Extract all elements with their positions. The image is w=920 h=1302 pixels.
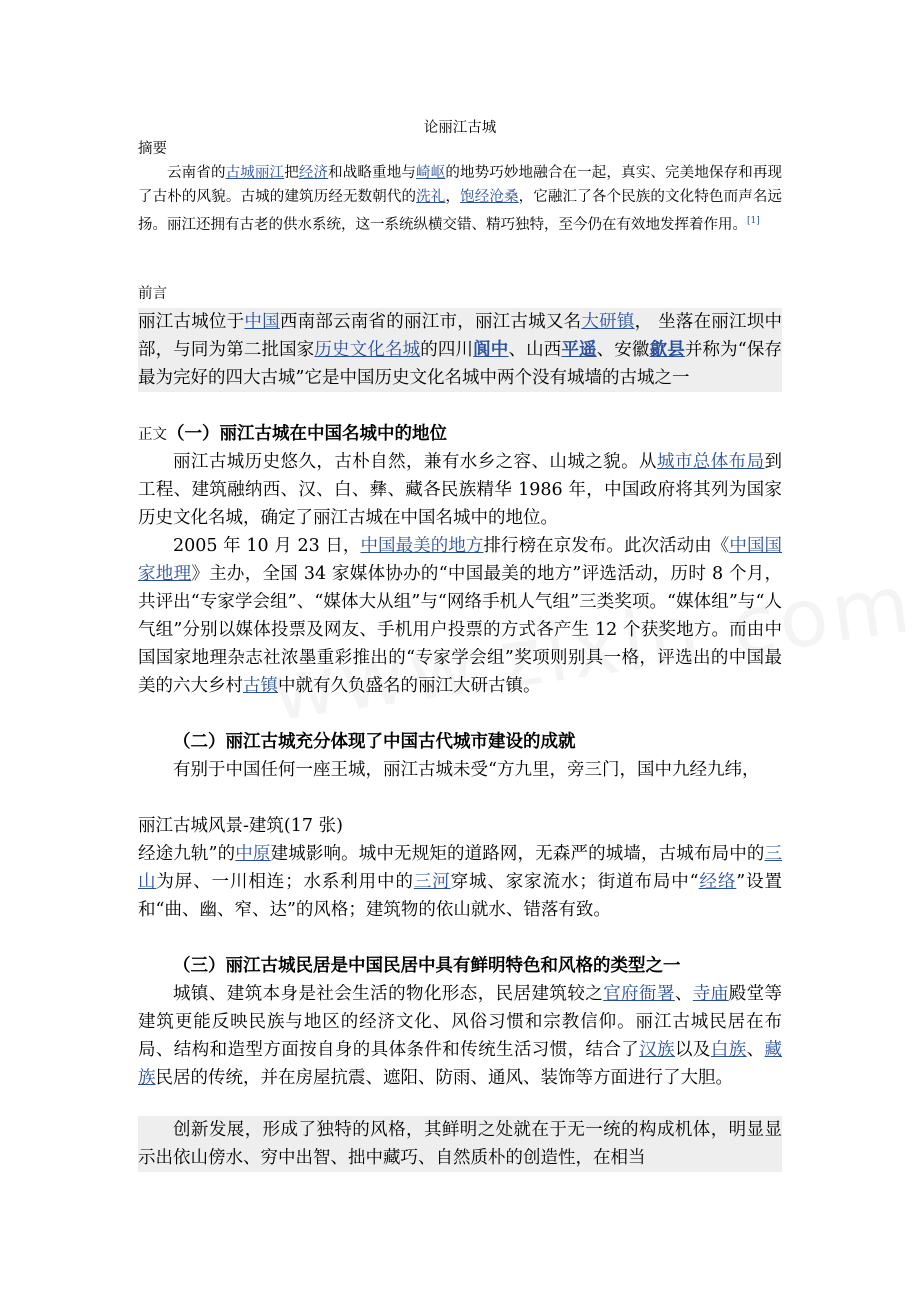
section-heading-3: （三）丽江古城民居是中国民居中具有鲜明特色和风格的类型之一 bbox=[173, 956, 681, 976]
link-guzhen[interactable]: 古镇 bbox=[243, 676, 278, 696]
link-shexian[interactable]: 歙县 bbox=[649, 340, 685, 360]
reference-link[interactable]: [1] bbox=[747, 216, 760, 226]
link-lishi-wenhua-mingcheng[interactable]: 历史文化名城 bbox=[314, 340, 421, 360]
link-baojing-cangsang[interactable]: 饱经沧桑 bbox=[460, 189, 519, 205]
paragraph-6: 创新发展，形成了独特的风格，其鲜明之处就在于无一统的构成机体，明显显示出依山傍水、穷中出智、拙中藏巧、自然质朴的创造性，在相当 bbox=[138, 1116, 782, 1172]
link-jingluo[interactable]: 经络 bbox=[698, 872, 737, 892]
preface-label: 前言 bbox=[138, 286, 167, 302]
paragraph-3: 有别于中国任何一座王城，丽江古城未受“方九里，旁三门，国中九经九纬， bbox=[173, 760, 760, 780]
section-heading-1 bbox=[138, 420, 782, 448]
link-guanfu-yashu[interactable]: 官府衙署 bbox=[603, 984, 675, 1004]
link-gucheng-lijiang[interactable]: 古城丽江 bbox=[225, 165, 285, 181]
image-caption: 丽江古城风景-建筑(17 张) bbox=[138, 816, 343, 836]
link-hanzu[interactable]: 汉族 bbox=[639, 1040, 676, 1060]
link-zangzu[interactable]: 藏族 bbox=[138, 1040, 783, 1088]
link-sanshan[interactable]: 三山 bbox=[138, 844, 783, 892]
link-dayanzhen[interactable]: 大研镇 bbox=[581, 312, 635, 332]
link-xili[interactable]: 洗礼 bbox=[416, 189, 446, 205]
link-langzhong[interactable]: 阆中 bbox=[473, 340, 509, 360]
link-zhongguo[interactable]: 中国 bbox=[244, 312, 280, 332]
paragraph-2: 2005 年 10 月 23 日，中国最美的地方排行榜在京发布。此次活动由《中国国家地理》主办，全国 34 家媒体协办的“中国最美的地方”评选活动，历时 8 个月，共评出“专家学会组”、“媒体大从组”与“网络手机人气组”三类奖项。“媒体组”与“人气组”分别以媒体投票及网友、手机用户投票的方式各产生 12 个获奖地方。而由中国国家地理杂志社浓墨重彩推出的“专家学会组”奖项则别具一格，评选出的中国最美的六大乡村古镇中就有久负盛名的丽江大研古镇。 bbox=[138, 536, 783, 696]
preface-paragraph: 丽江古城位于中国西南部云南省的丽江市，丽江古城又名大研镇， 坐落在丽江坝中部，与同为第二批国家历史文化名城的四川阆中、山西平遥、安徽歙县并称为“保存最为完好的四大古城”它是中国历史文化名城中两个没有城墙的古城之一 bbox=[138, 308, 782, 392]
link-chengshi-zongti-buju[interactable]: 城市总体布局 bbox=[656, 452, 765, 472]
link-qiqu[interactable]: 崎岖 bbox=[416, 165, 446, 181]
link-simiao[interactable]: 寺庙 bbox=[692, 984, 729, 1004]
link-zhongguo-guojia-dili[interactable]: 中国国家地理 bbox=[138, 536, 783, 584]
link-jingji[interactable]: 经济 bbox=[298, 165, 329, 181]
link-zhongyuan[interactable]: 中原 bbox=[235, 844, 271, 864]
heading-1-text: （一）丽江古城在中国名城中的地位 bbox=[167, 424, 447, 444]
abstract-paragraph: 云南省的古城丽江把经济和战略重地与崎岖的地势巧妙地融合在一起，真实、完美地保存和再现了古朴的风貌。古城的建筑历经无数朝代的洗礼，饱经沧桑，它融汇了各个民族的文化特色而声名远扬。丽江还拥有古老的供水系统，这一系统纵横交错、精巧独特，至今仍在有效地发挥着作用。[1] bbox=[138, 165, 783, 233]
abstract-label: 摘要 bbox=[138, 141, 167, 157]
link-sanhe[interactable]: 三河 bbox=[413, 872, 451, 892]
link-baizu[interactable]: 白族 bbox=[710, 1040, 747, 1060]
paragraph-5: 城镇、建筑本身是社会生活的物化形态，民居建筑较之官府衙署、寺庙殿堂等建筑更能反映民族与地区的经济文化、风俗习惯和宗教信仰。丽江古城民居在布局、结构和造型方面按自身的具体条件和传统生活习惯，结合了汉族以及白族、藏族民居的传统，并在房屋抗震、遮阳、防雨、通风、装饰等方面进行了大胆。 bbox=[138, 984, 783, 1088]
paragraph-1: 丽江古城历史悠久，古朴自然，兼有水乡之容、山城之貌。从城市总体布局到工程、建筑融纳西、汉、白、彝、藏各民族精华 1986 年，中国政府将其列为国家历史文化名城，确定了丽江古城在中国名城中的地位。 bbox=[138, 452, 782, 528]
section-heading-2: （二）丽江古城充分体现了中国古代城市建设的成就 bbox=[173, 732, 576, 752]
link-zhongguo-zuimei-difang[interactable]: 中国最美的地方 bbox=[360, 536, 484, 556]
link-pingyao[interactable]: 平遥 bbox=[561, 340, 597, 360]
document-title: 论丽江古城 bbox=[423, 120, 497, 136]
paragraph-4: 经途九轨”的中原建城影响。城中无规矩的道路网，无森严的城墙，古城布局中的三山为屏、一川相连；水系利用中的三河穿城、家家流水；街道布局中“经络”设置和“曲、幽、窄、达”的风格；建筑物的依山就水、错落有致。 bbox=[138, 844, 783, 920]
body-label: 正文 bbox=[138, 427, 167, 443]
